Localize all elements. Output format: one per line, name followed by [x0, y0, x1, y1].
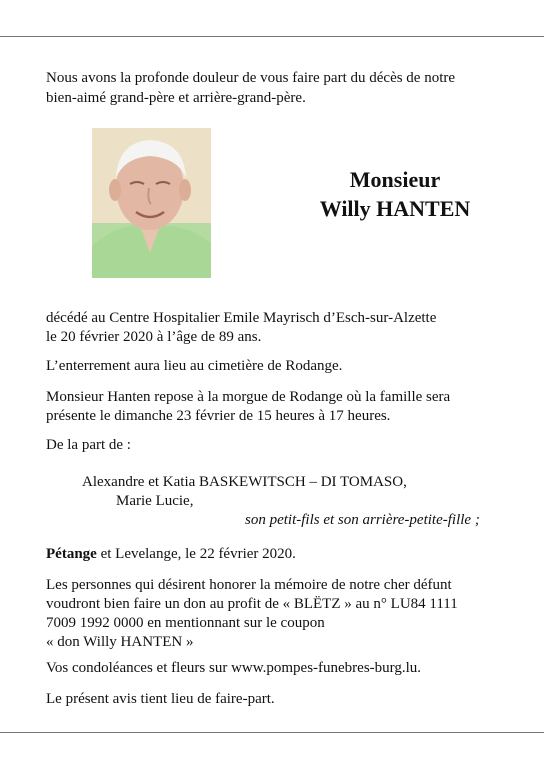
- donation-line-1: Les personnes qui désirent honorer la mémoire de notre cher défunt: [46, 577, 452, 593]
- viewing-line-1: Monsieur Hanten repose à la morgue de Rodange où la famille sera: [46, 389, 451, 405]
- viewing-line-2: présente le dimanche 23 février de 15 heures à 17 heures.: [46, 408, 391, 424]
- deceased-name: Willy HANTEN: [319, 196, 471, 221]
- donation-line-2: voudront bien faire un don au profit de « BLËTZ » au n° LU84 1111: [46, 596, 458, 612]
- family-relation: son petit-fils et son arrière-petite-fille ;: [245, 512, 480, 528]
- intro-line-1: Nous avons la profonde douleur de vous faire part du décès de notre: [46, 70, 456, 86]
- place-date: [46, 545, 296, 564]
- family-line-1: Alexandre et Katia BASKEWITSCH – DI TOMASO,: [82, 474, 407, 490]
- deceased-name-block: [300, 166, 490, 224]
- donation-line-4: « don Willy HANTEN »: [46, 634, 194, 650]
- burial-text: L’enterrement aura lieu au cimetière de Rodange.: [46, 358, 343, 374]
- death-line-1: décédé au Centre Hospitalier Emile Mayrisch d’Esch-sur-Alzette: [46, 310, 437, 326]
- closing-text: Le présent avis tient lieu de faire-part.: [46, 691, 275, 707]
- donation-line-3: 7009 1992 0000 en mentionnant sur le coupon: [46, 615, 325, 631]
- portrait-photo: [92, 128, 211, 278]
- deceased-title: Monsieur: [349, 167, 441, 192]
- place-date-rest: et Levelange, le 22 février 2020.: [96, 546, 296, 562]
- portrait-illustration: [92, 128, 211, 278]
- family-line-2: Marie Lucie,: [116, 493, 194, 509]
- intro-line-2: bien-aimé grand-père et arrière-grand-père.: [46, 90, 306, 106]
- death-line-2: le 20 février 2020 à l’âge de 89 ans.: [46, 329, 262, 345]
- place-name: Pétange: [46, 546, 97, 562]
- from-label: De la part de :: [46, 437, 131, 453]
- condolences-text: Vos condoléances et fleurs sur www.pompes-funebres-burg.lu.: [46, 660, 422, 676]
